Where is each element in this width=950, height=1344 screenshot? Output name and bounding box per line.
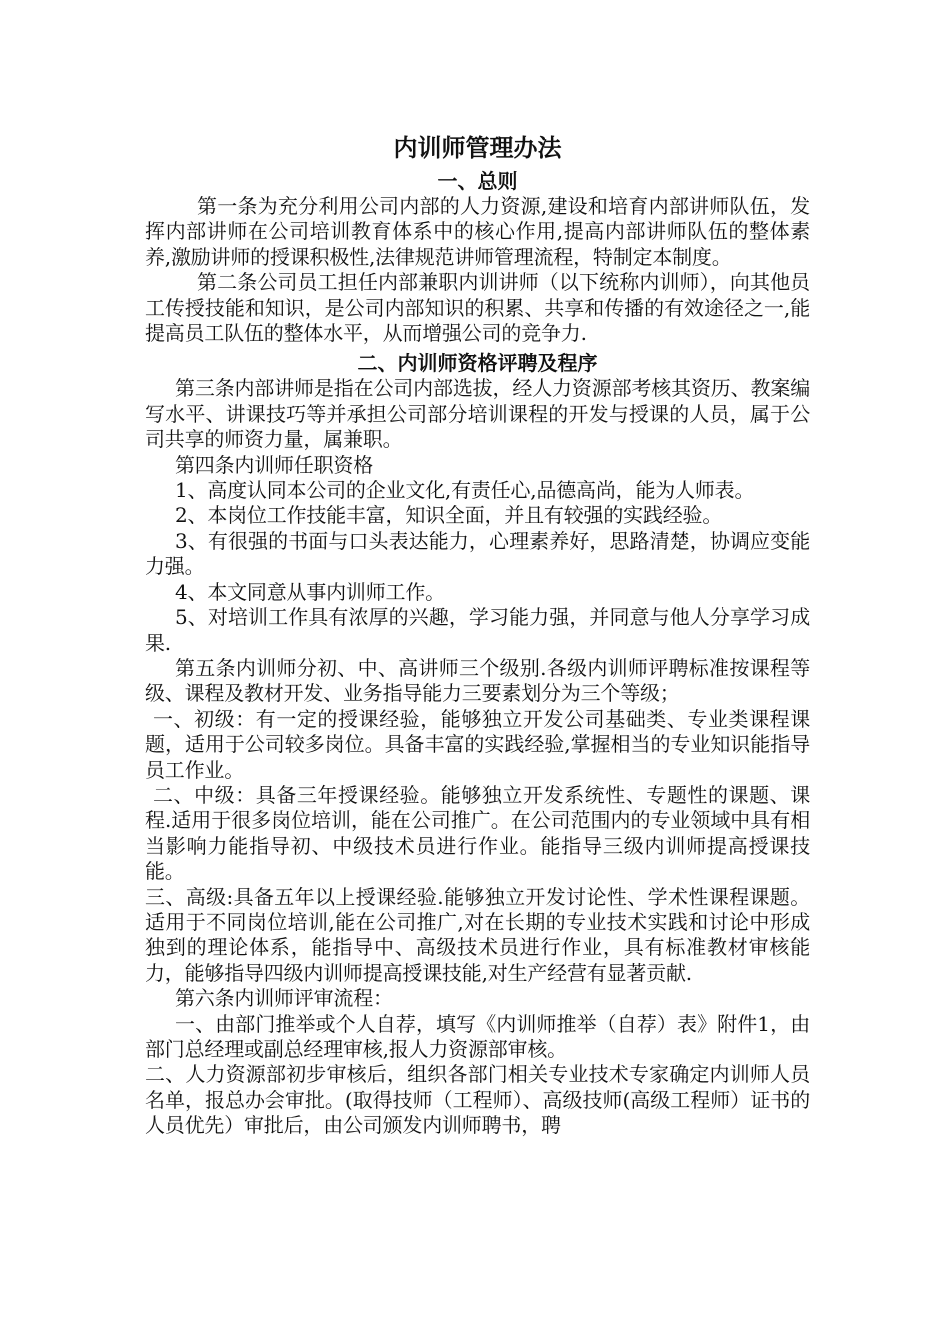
document-page <box>145 128 810 1139</box>
article-6-paragraph: 第六条内训师评审流程： <box>175 986 393 1011</box>
qualification-item-1: 1、高度认同本公司的企业文化,有责任心,品德高尚，能为人师表。 <box>175 478 755 503</box>
level-junior-paragraph: 一、初级：有一定的授课经验，能够独立开发公司基础类、专业类课程课题，适用于公司较多岗位。具备丰富的实践经验,掌握相当的专业知识能指导员工作业。 <box>145 706 810 782</box>
article-5-paragraph: 第五条内训师分初、中、高讲师三个级别.各级内训师评聘标准按课程等级、课程及教材开发、业务指导能力三要素划分为三个等级； <box>145 655 810 706</box>
article-2-paragraph: 第二条公司员工担任内部兼职内训讲师（以下统称内训师），向其他员工传授技能和知识，是公司内部知识的积累、共享和传播的有效途径之一,能提高员工队伍的整体水平，从而增强公司的竞争力. <box>145 270 810 346</box>
qualification-item-5: 5、对培训工作具有浓厚的兴趣，学习能力强，并同意与他人分享学习成果. <box>145 605 810 655</box>
document-title: 内训师管理办法 <box>393 133 562 162</box>
article-1-paragraph: 第一条为充分利用公司内部的人力资源,建设和培育内部讲师队伍，发挥内部讲师在公司培训教育体系中的核心作用,提高内部讲师队伍的整体素养,激励讲师的授课积极性,法律规范讲师管理流程，特制定本制度。 <box>145 194 810 269</box>
qualification-item-2: 2、本岗位工作技能丰富，知识全面，并且有较强的实践经验。 <box>175 503 723 528</box>
review-step-1: 一、由部门推举或个人自荐，填写《内训师推举（自荐）表》附件1，由部门总经理或副总经理审核,报人力资源部审核。 <box>145 1011 810 1061</box>
review-step-2: 二、人力资源部初步审核后，组织各部门相关专业技术专家确定内训师人员名单，报总办会审批。(取得技师（工程师）、高级技师(高级工程师）证书的人员优先）审批后，由公司颁发内训师聘书，聘 <box>145 1062 810 1138</box>
level-senior-paragraph: 三、高级:具备五年以上授课经验.能够独立开发讨论性、学术性课程课题。适用于不同岗位培训,能在公司推广,对在长期的专业技术实践和讨论中形成独到的理论体系，能指导中、高级技术员进行作业，具有标准教材审核能力，能够指导四级内训师提高授课技能,对生产经营有显著贡献. <box>145 884 810 985</box>
qualification-item-3: 3、有很强的书面与口头表达能力，心理素养好，思路清楚，协调应变能力强。 <box>145 528 810 579</box>
article-4-paragraph: 第四条内训师任职资格 <box>175 452 373 477</box>
section-heading-general: 一、总则 <box>437 169 518 193</box>
level-intermediate-paragraph: 二、中级：具备三年授课经验。能够独立开发系统性、专题性的课题、课程.适用于很多岗位培训，能在公司推广。在公司范围内的专业领域中具有相当影响力能指导初、中级技术员进行作业。能指导三级内训师提高授课技能。 <box>145 782 810 884</box>
article-3-paragraph: 第三条内部讲师是指在公司内部选拔，经人力资源部考核其资历、教案编写水平、讲课技巧等并承担公司部分培训课程的开发与授课的人员，属于公司共享的师资力量，属兼职。 <box>145 376 810 452</box>
section-heading-qualification: 二、内训师资格评聘及程序 <box>357 351 598 376</box>
qualification-item-4: 4、本文同意从事内训师工作。 <box>175 579 445 604</box>
